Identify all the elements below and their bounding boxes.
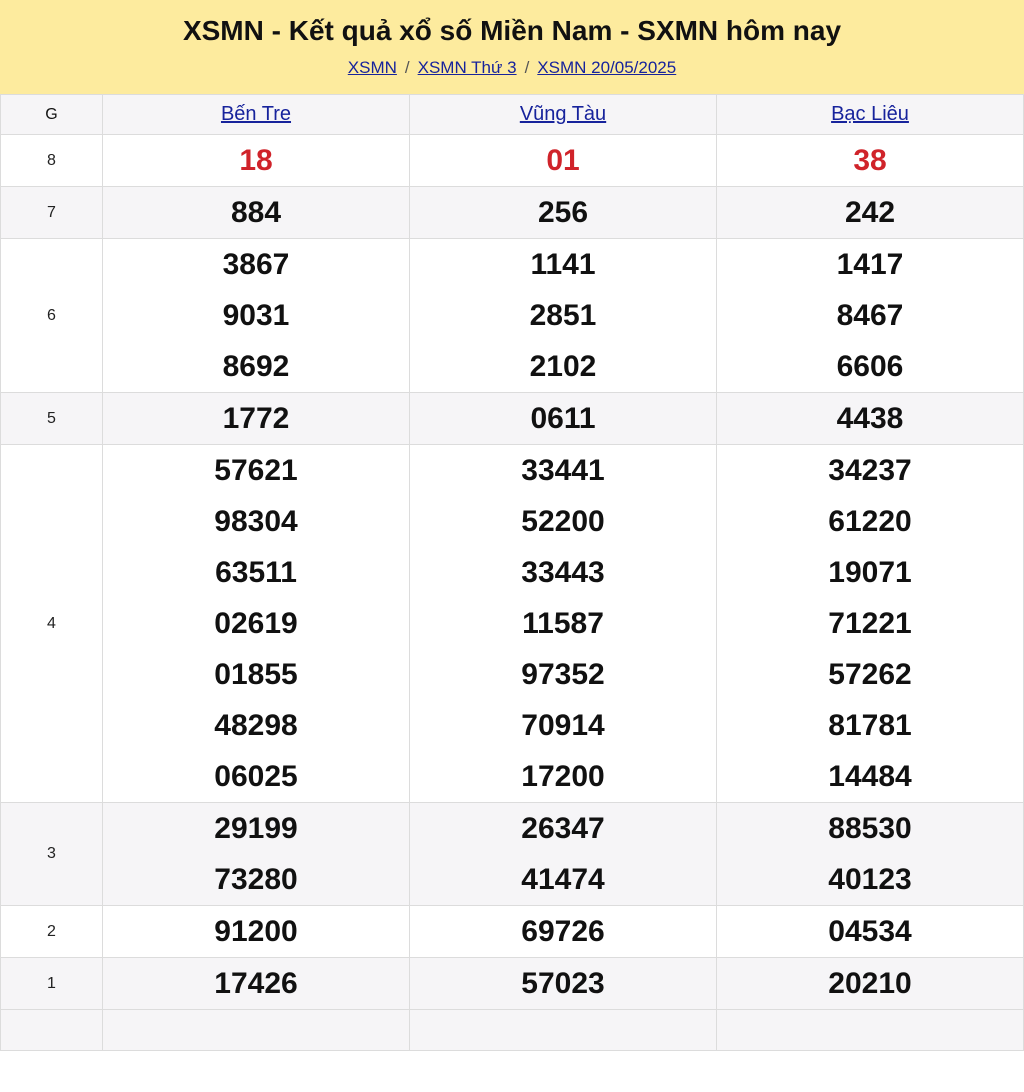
prize-column-header: G	[1, 95, 103, 135]
prize-label: 8	[1, 135, 103, 187]
result-number: 256	[537, 196, 589, 229]
province-header	[103, 95, 410, 135]
prize-label: 2	[1, 906, 103, 958]
result-number: 884	[230, 196, 282, 229]
result-cell	[410, 958, 717, 1010]
prize-label: 4	[1, 445, 103, 803]
result-cell	[410, 187, 717, 239]
province-link-ben-tre[interactable]: Bến Tre	[220, 103, 292, 125]
results-table	[0, 94, 1024, 1051]
table-row	[1, 393, 1024, 445]
result-number: 2102	[529, 350, 597, 383]
result-number: 3867	[222, 248, 290, 281]
table-row	[1, 187, 1024, 239]
result-number: 29199	[214, 812, 298, 845]
result-number: 57023	[521, 967, 605, 1000]
result-cell	[1, 1010, 103, 1051]
result-number: 40123	[828, 863, 912, 896]
result-number: 8467	[836, 299, 904, 332]
result-number: 41474	[521, 863, 605, 896]
result-number: 02619	[214, 607, 298, 640]
result-number: 01	[546, 144, 580, 177]
result-cell	[103, 393, 410, 445]
result-number: 97352	[521, 658, 605, 691]
breadcrumb-separator: /	[524, 58, 530, 77]
result-number: 26347	[521, 812, 605, 845]
result-number: 38	[853, 144, 887, 177]
result-cell	[410, 239, 717, 393]
table-row	[1, 135, 1024, 187]
result-number: 88530	[828, 812, 912, 845]
result-number: 98304	[214, 505, 298, 538]
table-row	[1, 445, 1024, 803]
result-number: 6606	[836, 350, 904, 383]
result-number: 242	[844, 196, 896, 229]
result-cell	[717, 445, 1024, 803]
province-header	[717, 95, 1024, 135]
result-cell	[103, 1010, 410, 1051]
result-cell	[410, 135, 717, 187]
result-number: 33443	[521, 556, 605, 589]
result-number: 71221	[828, 607, 912, 640]
breadcrumb-xsmn-date[interactable]: XSMN 20/05/2025	[537, 58, 677, 77]
result-cell	[103, 445, 410, 803]
result-number: 06025	[214, 760, 298, 793]
result-cell	[410, 445, 717, 803]
table-row	[1, 1010, 1024, 1051]
page-title: XSMN - Kết quả xổ số Miền Nam - SXMN hôm nay	[182, 15, 842, 46]
result-number: 33441	[521, 454, 605, 487]
result-number: 91200	[214, 915, 298, 948]
prize-label: 7	[1, 187, 103, 239]
result-number: 9031	[222, 299, 290, 332]
table-header-row	[1, 95, 1024, 135]
result-number: 69726	[521, 915, 605, 948]
result-cell	[410, 393, 717, 445]
table-row	[1, 958, 1024, 1010]
result-number: 0611	[530, 402, 596, 435]
page-header	[0, 0, 1024, 94]
result-number: 73280	[214, 863, 298, 896]
result-cell	[103, 906, 410, 958]
result-number: 52200	[521, 505, 605, 538]
result-cell	[717, 803, 1024, 906]
result-number: 57621	[214, 454, 298, 487]
table-row	[1, 239, 1024, 393]
result-number: 34237	[828, 454, 912, 487]
province-header	[410, 95, 717, 135]
prize-label: 5	[1, 393, 103, 445]
result-cell	[103, 803, 410, 906]
result-cell	[717, 187, 1024, 239]
result-number: 1772	[222, 402, 290, 435]
results-body	[1, 135, 1024, 1051]
result-number: 19071	[828, 556, 912, 589]
result-number: 61220	[828, 505, 912, 538]
result-cell	[410, 1010, 717, 1051]
table-row	[1, 906, 1024, 958]
result-cell	[410, 803, 717, 906]
result-cell	[103, 958, 410, 1010]
prize-label: 1	[1, 958, 103, 1010]
result-cell	[717, 958, 1024, 1010]
result-number: 17426	[214, 967, 298, 1000]
province-link-bac-lieu[interactable]: Bạc Liêu	[831, 103, 909, 125]
result-number: 20210	[828, 967, 912, 1000]
breadcrumb-xsmn-thu-3[interactable]: XSMN Thứ 3	[417, 58, 517, 77]
province-link-vung-tau[interactable]: Vũng Tàu	[519, 103, 607, 125]
result-cell	[103, 239, 410, 393]
result-number: 48298	[214, 709, 298, 742]
result-number: 18	[239, 144, 273, 177]
result-number: 81781	[828, 709, 912, 742]
result-cell	[410, 906, 717, 958]
result-number: 04534	[828, 915, 912, 948]
result-number: 70914	[521, 709, 605, 742]
breadcrumb-separator: /	[404, 58, 410, 77]
result-number: 4438	[836, 402, 904, 435]
result-number: 14484	[828, 760, 912, 793]
result-cell	[717, 393, 1024, 445]
result-number: 1417	[836, 248, 904, 281]
table-row	[1, 803, 1024, 906]
prize-label: 6	[1, 239, 103, 393]
breadcrumb	[0, 58, 1024, 78]
result-number: 11587	[522, 607, 604, 640]
result-cell	[717, 135, 1024, 187]
result-cell	[717, 239, 1024, 393]
result-number: 1141	[530, 248, 596, 281]
result-number: 2851	[529, 299, 597, 332]
result-number: 01855	[214, 658, 298, 691]
result-number: 8692	[222, 350, 290, 383]
result-number: 63511	[215, 556, 297, 589]
result-cell	[717, 906, 1024, 958]
result-cell	[103, 187, 410, 239]
result-cell	[103, 135, 410, 187]
result-number: 17200	[521, 760, 605, 793]
breadcrumb-xsmn[interactable]: XSMN	[347, 58, 397, 77]
result-number: 57262	[828, 658, 912, 691]
result-cell	[717, 1010, 1024, 1051]
prize-label: 3	[1, 803, 103, 906]
